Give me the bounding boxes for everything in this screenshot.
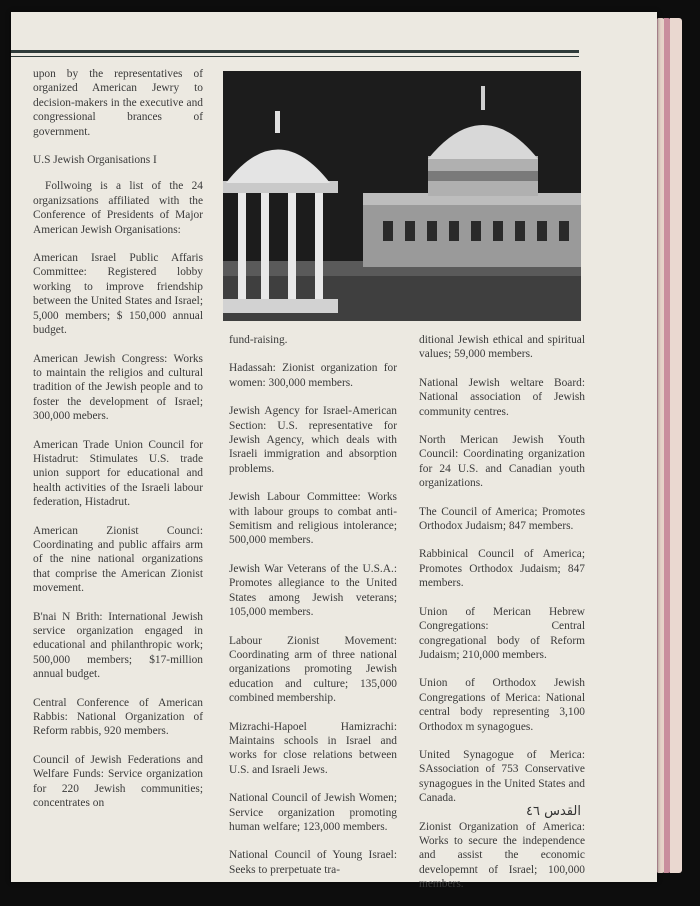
list-item: fund-raising. xyxy=(229,334,288,346)
list-item: ditional Jewish ethical and spiritual values; 59,000 members. xyxy=(419,334,585,361)
list-item: Hadassah: Zionist organization for women: 300,000 members. xyxy=(229,362,397,389)
column-3 xyxy=(419,333,585,906)
list-item: United Synagogue of Merica: SAssociation of 753 Conservative synagogues in the United States and Canada. xyxy=(419,748,585,805)
list-item: Union of Orthodox Jewish Congregations of Merica: National central body representing 3,100 Orthodox m synagogues. xyxy=(419,677,585,733)
list-item: Union of Merican Hebrew Congregations: Central congregational body of Reform Judaism; 210,000 members. xyxy=(419,605,585,661)
list-item: The Council of America; Promotes Orthodox Judaism; 847 members. xyxy=(419,505,585,533)
list-item: American Israel Public Affaris Committee: Registered lobby working to improve friendship between the United States and Israel; 5,000 members; $ 150,000 annual budget. xyxy=(33,252,203,337)
list-item: Mizrachi-Hapoel Hamizrachi: Maintains schools in Israel and works for close relations between U.S. and Israeli Jews. xyxy=(229,720,397,776)
list-item: American Jewish Congress: Works to maintain the religios and cultural tradition of the Jewish people and to foster the development of Israel; 300,000 mebers. xyxy=(33,352,203,423)
list-item: Jewish Agency for Israel-American Section: U.S. representative for Jewish Agency, which deals with Israeli immigration and absorption problems. xyxy=(229,405,397,475)
column-1 xyxy=(33,67,203,824)
list-item: National Jewish weltare Board: National association of Jewish community centres. xyxy=(419,376,585,418)
list-item: Jewish Labour Committee: Works with labour groups to combat anti-Semitism and religious intolerance; 500,000 members. xyxy=(229,491,397,547)
column-2 xyxy=(229,333,397,891)
list-item: National Council of Young Israel: Seeks to prerpetuate tra- xyxy=(229,849,397,876)
list-intro: Follwoing is a list of the 24 organizsations affiliated with the Conference of Presidents of Major American Jewish Organisations: xyxy=(33,180,203,236)
header-rule-thin xyxy=(11,56,579,57)
magazine-page xyxy=(11,12,657,891)
list-item: Labour Zionist Movement: Coordinating arm of three national organizations promoting Jewish education and culture; 135,000 combined membership. xyxy=(229,634,397,705)
list-item: Council of Jewish Federations and Welfare Funds: Service organization for 220 Jewish communities; concentrates on xyxy=(33,753,203,810)
list-item: American Zionist Counci: Coordinating and public affairs arm of the nine national organizations that comprise the American Zionist movement. xyxy=(33,524,203,595)
list-item: Rabbinical Council of America; Promotes Orthodox Judaism; 847 members. xyxy=(419,548,585,590)
list-item: B'nai N Brith: International Jewish service organization engaged in educational and philanthropic work; 500,000 members; $17-million annual budget. xyxy=(33,610,203,681)
list-item: Jewish War Veterans of the U.S.A.: Promotes allegiance to the United States among Jewish veterans; 105,000 members. xyxy=(229,562,397,619)
intro-paragraph: upon by the representatives of organized American Jewry to decision-makers in the executive and congressional brances of government. xyxy=(33,68,203,138)
list-item: Zionist Organization of America: Works to secure the independence and assist the economic developemnt of Israel; 100,000 members. xyxy=(419,820,585,891)
dome-of-the-rock-photo xyxy=(223,71,581,321)
page-footer: القدس ٤٦ xyxy=(526,804,581,819)
list-item: North Merican Jewish Youth Council: Coordinating organization for 24 U.S. and Canadian youth organizations. xyxy=(419,434,585,490)
header-rule xyxy=(11,50,579,53)
list-item: Central Conference of American Rabbis: National Organization of Reform rabbis, 920 members. xyxy=(33,696,203,738)
list-item: American Trade Union Council for Histadrut: Stimulates U.S. trade union support for educational and health activities of the Israeli labour federation, Histadrut. xyxy=(33,438,203,509)
section-heading: U.S Jewish Organisations I xyxy=(33,154,157,167)
list-item: National Council of Jewish Women; Service organization promoting human welfare; 123,000 members. xyxy=(229,792,397,833)
